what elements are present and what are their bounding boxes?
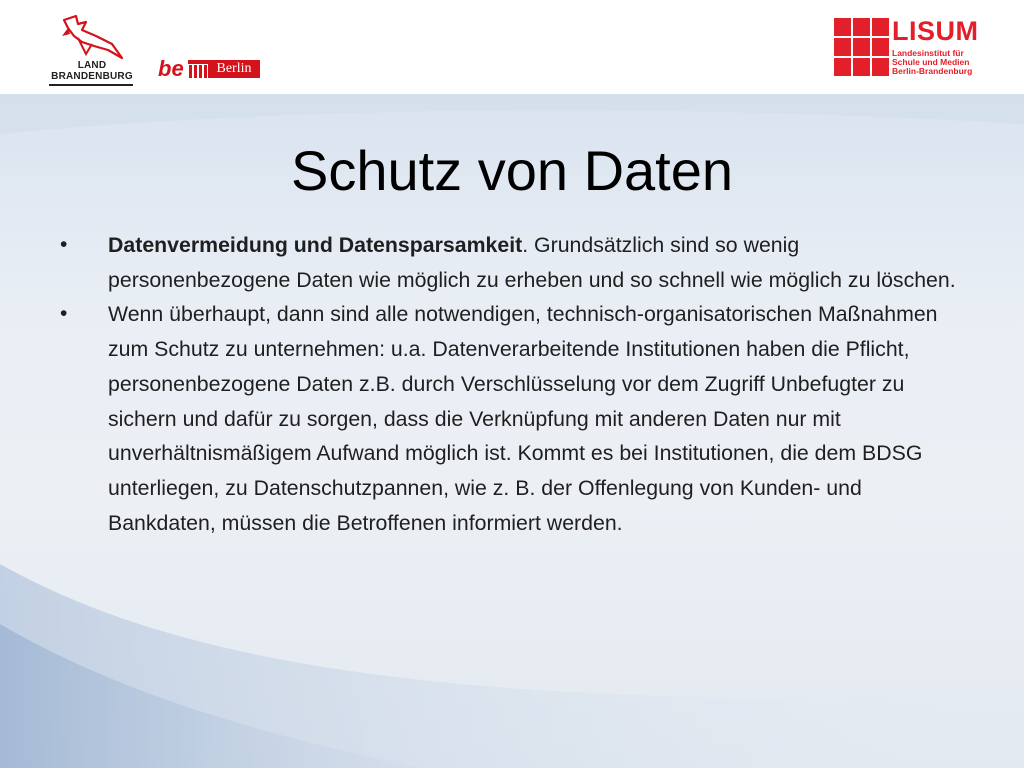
bullet-marker: • — [60, 302, 68, 326]
lisum-line2: Schule und Medien — [892, 57, 970, 67]
bullet-body: Wenn überhaupt, dann sind alle notwendigen, technisch-organisatorischen Maßnahmen zum Schutz zu unternehmen: u.a. Datenverarbeitende Institutionen haben die Pflicht, personenbezogene Daten z.B. durch Verschlüsselung vor dem Zugriff Unbefugter zu sichern und dafür zu sorgen, dass die Verknüpfung mit anderen Daten nur mit unverhältnismäßigem Aufwand möglich ist. Kommt es bei Institutionen, die dem BDSG unterliegen, zu Datenschutzpannen, wie z. B. der Offenlegung von Kunden- und Bankdaten, müssen die Betroffenen informiert werden. — [108, 302, 938, 535]
slide-title: Schutz von Daten — [290, 139, 734, 202]
bullet-body: . Grundsätzlich sind so wenig personenbezogene Daten wie möglich zu erheben und so schnell wie möglich zu löschen. — [108, 233, 956, 292]
lisum-grid-icon — [834, 18, 890, 76]
berlin-logo — [158, 56, 262, 84]
lisum-logo-subtitle — [892, 49, 992, 76]
lisum-logo — [834, 18, 994, 78]
brandenburg-line2: BRANDENBURG — [51, 71, 133, 82]
slide-header — [0, 0, 1024, 94]
berlin-logo-prefix: be — [158, 56, 184, 81]
brandenburg-logo-text — [46, 60, 138, 82]
bullet-item — [60, 228, 960, 297]
brandenburg-logo — [46, 14, 138, 86]
lisum-line3: Berlin-Brandenburg — [892, 66, 973, 76]
bullet-marker: • — [60, 233, 68, 256]
berlin-logo-label: Berlin — [208, 60, 260, 78]
lisum-line1: Landesinstitut für — [892, 48, 964, 58]
eagle-icon — [56, 14, 126, 60]
lisum-logo-title: LISUM — [892, 16, 979, 46]
brandenburg-line1: LAND — [77, 60, 107, 71]
brandenburg-underline — [49, 84, 133, 86]
bullet-text — [108, 297, 960, 540]
bullet-lead: Datenvermeidung und Datensparsamkeit — [108, 233, 523, 257]
bullet-item — [60, 297, 960, 540]
bullet-list — [60, 228, 960, 540]
bullet-text — [108, 228, 960, 297]
brandenburg-gate-icon — [188, 60, 208, 78]
